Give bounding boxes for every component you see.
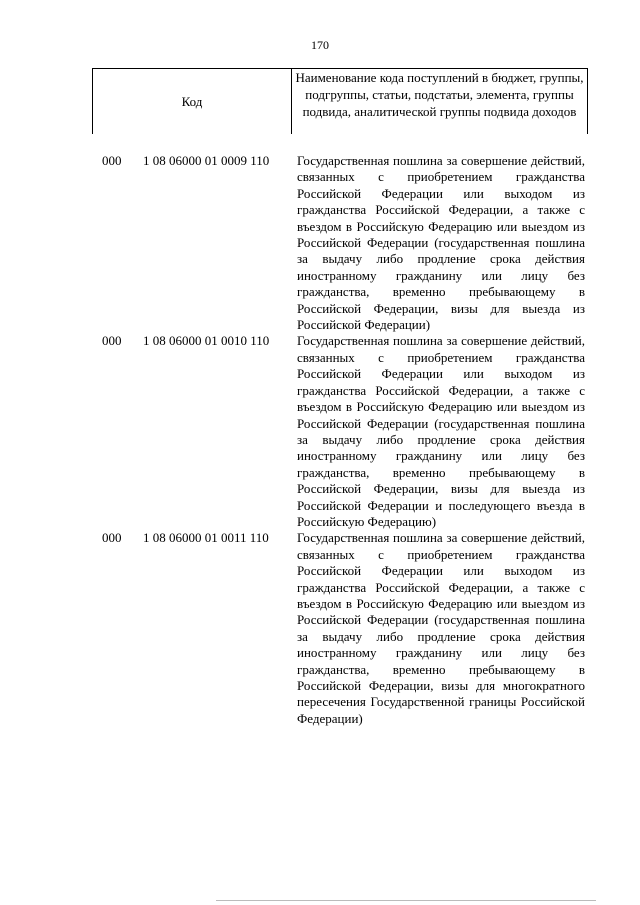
income-code: 1 08 06000 01 0009 110: [143, 153, 270, 168]
admin-code: 000: [102, 333, 122, 349]
table-row: [0, 153, 640, 333]
income-description: Государственная пошлина за совершение действий, связанных с приобретением гражданства Российской Федерации или выходом из гражданства Российской Федерации, а также с въездом в Российскую Федерацию или выездом из Российской Федерации (государственная пошлина за выдачу либо продление срока действия иностранному гражданину или лицу без гражданства, временно пребывающему в Российской Федерации, визы для многократного пересечения Государственной границы Российской Федерации): [297, 530, 585, 726]
admin-code: 000: [102, 153, 122, 168]
page-number: 170: [311, 38, 329, 52]
income-description: Государственная пошлина за совершение действий, связанных с приобретением гражданства Российской Федерации или выходом из гражданства Российской Федерации, а также с въездом в Российскую Федерацию или выездом из Российской Федерации (государственная пошлина за выдачу либо продление срока действия иностранному гражданину или лицу без гражданства, временно пребывающему в Российской Федерации, визы для выезда из Российской Федерации): [297, 153, 585, 333]
header-code-column: Код: [93, 69, 292, 134]
table-body: [0, 153, 640, 727]
scan-edge-line: [216, 900, 596, 902]
header-name-column: Наименование кода поступлений в бюджет, группы, подгруппы, статьи, подстатьи, элемента, группы подвида, аналитической группы подвида доходов: [295, 70, 584, 119]
table-row: [0, 333, 640, 530]
income-code: 1 08 06000 01 0010 110: [143, 333, 270, 349]
income-description: Государственная пошлина за совершение действий, связанных с приобретением гражданства Российской Федерации или выходом из гражданства Российской Федерации, а также с въездом в Российскую Федерацию или выездом из Российской Федерации (государственная пошлина за выдачу либо продление срока действия иностранному гражданину или лицу без гражданства, временно пребывающему в Российской Федерации, визы для выезда из Российской Федерации и последующего въезда в Российскую Федерацию): [297, 333, 585, 529]
admin-code: 000: [102, 530, 122, 546]
table-row: [0, 530, 640, 727]
table-header: [92, 68, 588, 134]
income-code: 1 08 06000 01 0011 110: [143, 530, 269, 546]
